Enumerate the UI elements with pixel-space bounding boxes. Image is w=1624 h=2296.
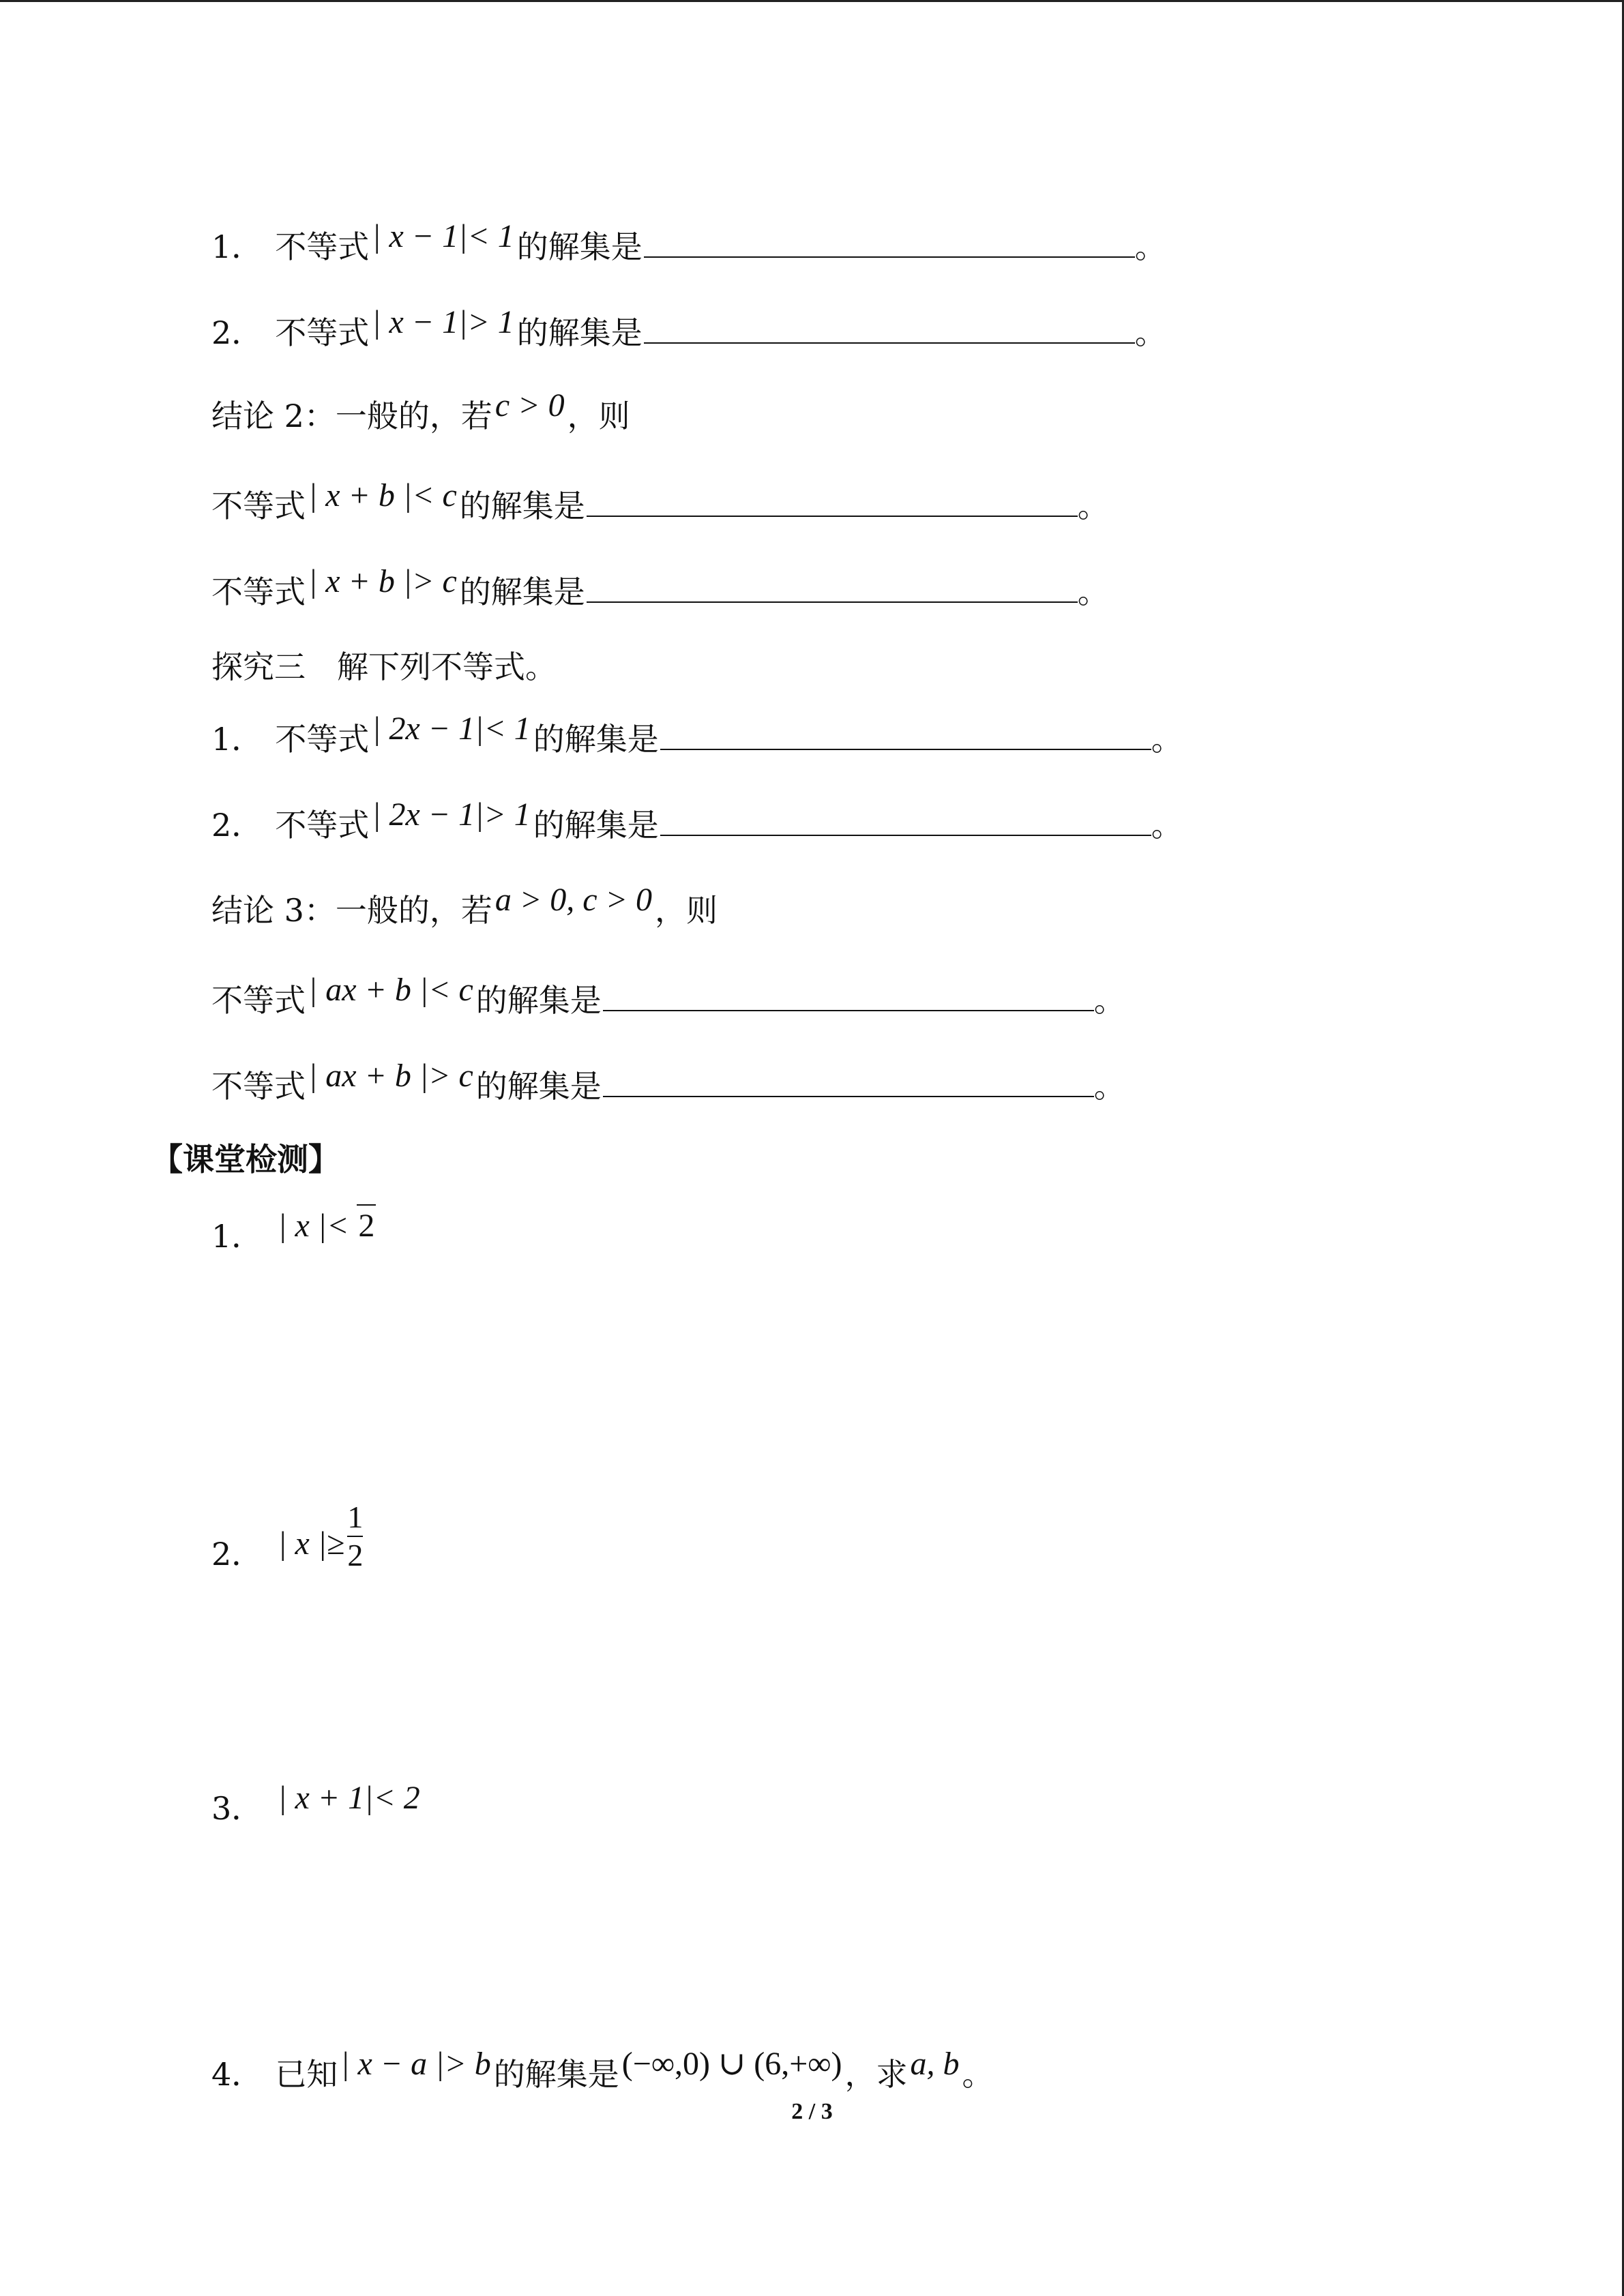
period: 。 (1151, 721, 1183, 758)
condition-math: c > 0 (494, 387, 565, 423)
question-number: 4． (211, 2056, 263, 2093)
conclusion-suffix: ，则 (567, 398, 630, 434)
page-number: 2 / 3 (791, 2099, 833, 2124)
explore3-conclusion-line2 (211, 1058, 1125, 1107)
explore3-conclusion (211, 882, 718, 931)
item-suffix: 的解集是 (475, 982, 602, 1019)
fraction-bar (347, 1536, 363, 1537)
fraction-denominator: 2 (347, 1538, 364, 1572)
fraction-numerator: 1 (347, 1500, 364, 1534)
item-prefix: 不等式 (275, 807, 370, 844)
answer-blank[interactable] (603, 1066, 1094, 1097)
inequality-math: | ax + b |< c (308, 972, 473, 1008)
item-prefix: 不等式 (275, 721, 370, 758)
conclusion-prefix: 结论 3：一般的，若 (211, 892, 492, 929)
item-prefix: 不等式 (211, 573, 306, 610)
period: 。 (1077, 573, 1109, 610)
item-number: 1． (211, 721, 263, 758)
condition-math: a > 0, c > 0 (494, 882, 652, 918)
question-math: | x − a |> b (340, 2046, 491, 2082)
item-suffix: 的解集是 (459, 488, 585, 524)
item-suffix: 的解集是 (516, 314, 643, 351)
section-heading: 【课堂检测】 (151, 1141, 340, 1178)
check-question-2 (211, 1500, 364, 1593)
explore2-conclusion-line1 (211, 477, 1109, 527)
question-math: | x |≥ (278, 1525, 345, 1562)
explore3-item1 (211, 711, 1183, 760)
item-number: 2． (211, 807, 263, 844)
explore2-conclusion (211, 387, 630, 437)
item-prefix: 不等式 (211, 488, 306, 524)
answer-blank[interactable] (644, 312, 1135, 344)
section-title: 探究三 解下列不等式。 (211, 648, 557, 685)
question-prefix: 已知 (275, 2056, 338, 2093)
item-suffix: 的解集是 (516, 228, 643, 265)
item-prefix: 不等式 (211, 982, 306, 1019)
period: 。 (1151, 807, 1183, 844)
explore2-item2 (211, 304, 1166, 354)
check-question-4 (211, 2046, 994, 2096)
conclusion-suffix: ，则 (654, 892, 718, 929)
period: 。 (1134, 314, 1166, 351)
fraction (347, 1500, 363, 1572)
explore3-item2 (211, 796, 1183, 846)
item-prefix: 不等式 (211, 1068, 306, 1105)
question-number: 3． (211, 1790, 263, 1827)
question-mid: 的解集是 (493, 2056, 619, 2093)
question-number: 2． (211, 1536, 263, 1572)
explore3-conclusion-line1 (211, 972, 1125, 1022)
item-number: 2． (211, 314, 263, 351)
question-math: | x + 1|< 2 (278, 1780, 420, 1816)
inequality-math: | ax + b |> c (308, 1058, 473, 1094)
item-prefix: 不等式 (275, 314, 370, 351)
conclusion-prefix: 结论 2：一般的，若 (211, 398, 492, 434)
inequality-math: | 2x − 1|> 1 (372, 796, 531, 833)
inequality-math: | x − 1|< 1 (372, 218, 514, 254)
inequality-math: | 2x − 1|< 1 (372, 711, 531, 747)
sqrt-radicand (357, 1204, 376, 1247)
inequality-math: | x + b |> c (308, 563, 457, 599)
answer-blank[interactable] (644, 226, 1135, 258)
radicand-value: 2 (358, 1208, 375, 1244)
answer-blank[interactable] (603, 980, 1094, 1011)
explore2-conclusion-line2 (211, 563, 1109, 613)
period: 。 (1093, 1068, 1125, 1105)
answer-blank[interactable] (587, 486, 1078, 517)
answer-blank[interactable] (660, 719, 1151, 750)
item-suffix: 的解集是 (475, 1068, 602, 1105)
explore2-item1 (211, 218, 1166, 268)
check-question-1 (211, 1208, 379, 1257)
check-question-3 (211, 1780, 423, 1830)
item-prefix: 不等式 (275, 228, 370, 265)
item-number: 1． (211, 228, 263, 265)
inequality-math: | x + b |< c (308, 477, 457, 513)
period: 。 (1077, 488, 1109, 524)
period: 。 (1134, 228, 1166, 265)
top-border (0, 0, 1624, 2)
math-prefix: | x |< (278, 1208, 349, 1244)
question-mid2: ，求 (844, 2056, 908, 2093)
period: 。 (962, 2056, 994, 2093)
period: 。 (1093, 982, 1125, 1019)
answer-blank[interactable] (660, 805, 1151, 836)
question-math (278, 1208, 376, 1244)
inequality-math: | x − 1|> 1 (372, 304, 514, 340)
item-suffix: 的解集是 (459, 573, 585, 610)
question-number: 1． (211, 1218, 263, 1255)
variables-math: a, b (910, 2046, 960, 2082)
item-suffix: 的解集是 (533, 807, 659, 844)
explore3-title (211, 646, 557, 687)
item-suffix: 的解集是 (533, 721, 659, 758)
answer-blank[interactable] (587, 571, 1078, 603)
interval-math: (−∞,0) ∪ (6,+∞) (621, 2046, 842, 2082)
